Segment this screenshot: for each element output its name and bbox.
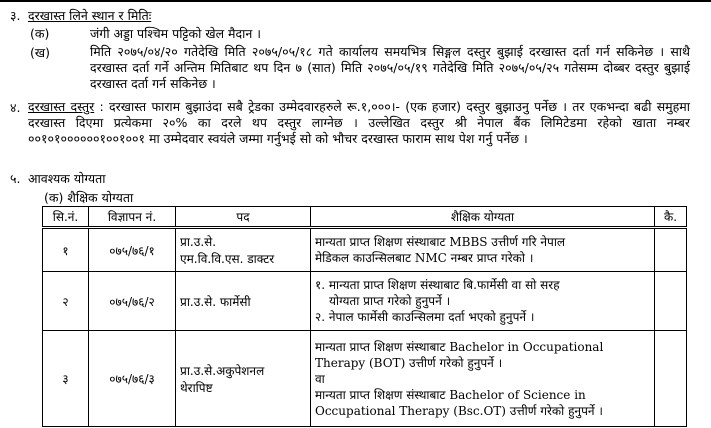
qualification-line: २. नेपाल फार्मेसी काउन्सिलमा दर्ता भएको हुनुपर्ने । <box>315 310 535 324</box>
header-qualification: शैक्षिक योग्यता <box>311 207 655 228</box>
header-advertisement-no: विज्ञापन नं. <box>89 207 176 228</box>
row-advertisement-no: ०७५/७६/२ <box>89 272 176 331</box>
header-serial: सि.नं. <box>43 207 89 228</box>
section-3-title: दरखास्त लिने स्थान र मितिः <box>28 8 152 23</box>
qualification-line: मान्यता प्राप्त शिक्षण संस्थाबाट Bachelor in Occupational <box>315 339 604 354</box>
post-line: थेरापिष्ट <box>180 380 213 395</box>
post-line: प्रा.उ.से. <box>180 235 217 249</box>
row-qualification <box>311 228 655 272</box>
post-line: प्रा.उ.से.अकुपेशनल <box>180 363 265 378</box>
qualification-line: Therapy (BOT) उत्तीर्ण गरेको हुनुपर्ने । <box>315 355 503 370</box>
qualification-line: १. मान्यता प्राप्त शिक्षण संस्थाबाट बि.फार्मेसी वा सो सरह <box>315 278 560 292</box>
table-row <box>43 228 687 272</box>
post-line: एम.वि.वि.एस. डाक्टर <box>180 252 275 266</box>
row-advertisement-no: ०७५/७६/३ <box>89 331 176 427</box>
section-3-number: ३. <box>10 8 21 23</box>
top-border <box>0 0 711 2</box>
header-post: पद <box>176 207 311 228</box>
section-3b-label: (ख) <box>30 45 50 60</box>
header-remarks: कै. <box>655 207 687 228</box>
row-advertisement-no: ०७५/७६/१ <box>89 228 176 272</box>
row-remarks <box>655 272 687 331</box>
row-post <box>176 272 311 331</box>
row-remarks <box>655 331 687 427</box>
row-post <box>176 228 311 272</box>
table-row <box>43 331 687 427</box>
section-5-title: आवश्यक योग्यता <box>28 171 106 186</box>
section-5a-subtitle: (क) शैक्षिक योग्यता <box>44 190 134 205</box>
table-header-row <box>43 207 687 228</box>
row-serial: १ <box>43 228 89 272</box>
post-line: प्रा.उ.से. फार्मेसी <box>180 294 251 309</box>
row-post <box>176 331 311 427</box>
section-4-text: : दरखास्त फाराम बुझाउंदा सबै ट्रेडका उम्मेदवारहरुले रू.१,०००।- (एक हजार) दस्तुर बुझाउनु पर्नेछ । तर एकभन्दा बढी समुहमा दरखास्त दिएमा प्रत्येकमा २०% का दरले थप दस्तुर लाग्नेछ । उल्लेखित दस्तुर श्री नेपाल बैंक लिमिटेडमा रहेको खाता नम्बर ००१०१००००००१००१००१ मा उम्मेदवार स्वयंले जम्मा गर्नुभई सो को भौचर दरखास्त फाराम साथ पेश गर्नु पर्नेछ । <box>28 99 691 146</box>
section-5-number: ५. <box>10 171 21 186</box>
qualification-line: Occupational Therapy (Bsc.OT) उत्तीर्ण गरेको हुनुपर्ने । <box>315 403 603 418</box>
qualification-line: मान्यता प्राप्त शिक्षण संस्थाबाट MBBS उत्तीर्ण गरि नेपाल <box>315 235 566 249</box>
qualification-line: वा <box>315 371 325 386</box>
row-serial: २ <box>43 272 89 331</box>
qualification-table <box>42 206 687 427</box>
section-3b-text: मिति २०७५/०४/२० गतेदेखि मिति २०७५/०५/१८ गते कार्यालय समयभित्र सिङ्गल दस्तुर बुझाई दरखास्त दर्ता गर्न सकिनेछ । साथै दरखास्त दर्ता गर्ने अन्तिम मितिबाट थप दिन ७ (सात) मिति २०७५/०५/१९ गतेदेखि मिति २०७५/०५/२५ गतेसम्म दोब्बर दस्तुर बुझाई दरखास्त दर्ता गर्न सकिनेछ । <box>90 44 690 91</box>
qualification-line: मेडिकल काउन्सिलबाट NMC नम्बर प्राप्त गरेको । <box>315 251 534 265</box>
row-remarks <box>655 228 687 272</box>
section-3a-label: (क) <box>30 26 50 41</box>
row-qualification <box>311 272 655 331</box>
section-4-number: ४. <box>10 100 21 115</box>
section-4-title: दरखास्त दस्तुर <box>28 99 95 114</box>
row-serial: ३ <box>43 331 89 427</box>
table-row <box>43 272 687 331</box>
row-qualification <box>311 331 655 427</box>
qualification-line: मान्यता प्राप्त शिक्षण संस्थाबाट Bachelor of Science in <box>315 387 586 402</box>
qualification-line: योग्यता प्राप्त गरेको हुनुपर्ने । <box>329 294 451 308</box>
section-4-body <box>28 99 690 147</box>
section-3a-text: जंगी अड्डा पश्चिम पट्टिको खेल मैदान । <box>90 26 262 41</box>
